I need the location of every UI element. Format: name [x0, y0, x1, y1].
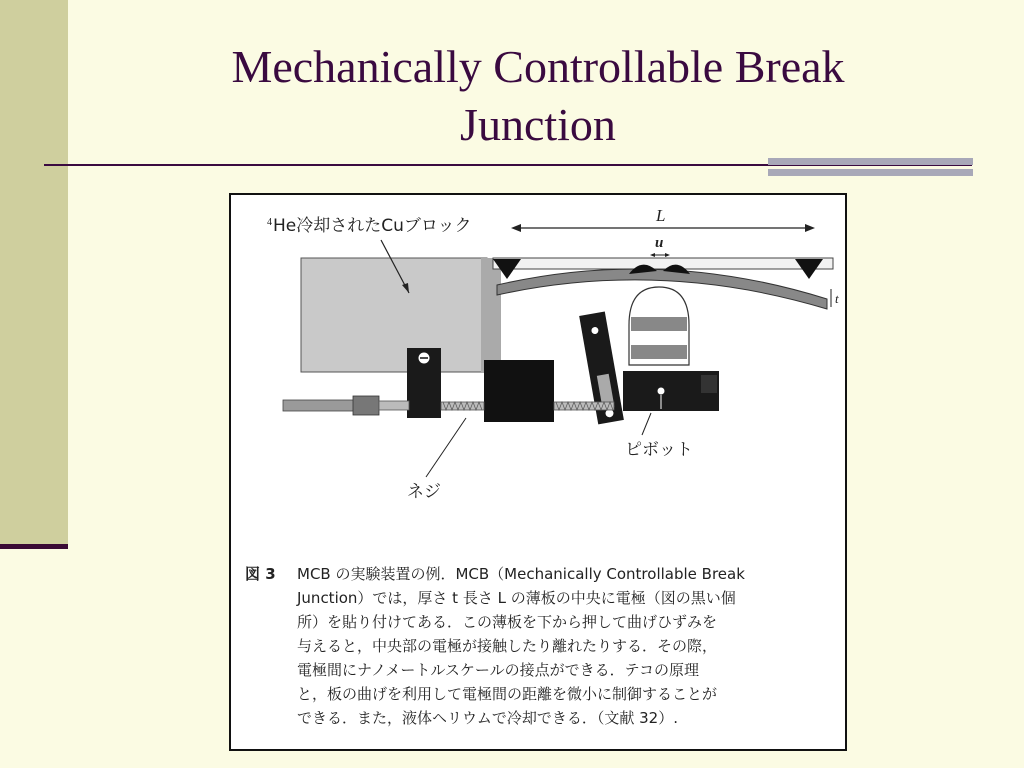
gap-label: u [655, 235, 664, 251]
thickness-label: t [835, 291, 839, 306]
mcbj-figure [229, 193, 847, 751]
length-arrow-right [805, 224, 815, 232]
screw-shaft-right [554, 402, 614, 410]
title-accent-bar-2 [768, 169, 973, 176]
nut-block [484, 360, 554, 422]
slide-title [100, 38, 976, 154]
screw-label: ネジ [407, 482, 441, 502]
slide-title-line2: Junction [460, 99, 616, 150]
length-label: L [656, 206, 666, 225]
pivot-pointer-line [642, 413, 651, 435]
caption-line: Junction）では，厚さ t 長さ L の薄板の中央に電極（図の黒い個 [297, 589, 736, 607]
gap-arrow-left [650, 253, 655, 257]
caption-figure-number: 図 3 [245, 565, 276, 583]
title-accent-bar [768, 158, 973, 165]
cu-block [301, 258, 487, 372]
caption-line: と，板の曲げを利用して電極間の距離を微小に制御することが [297, 685, 718, 703]
pivot-block-tab [701, 375, 717, 393]
left-decor-line [0, 544, 68, 549]
mcbj-diagram [231, 195, 845, 555]
slide-title-line1: Mechanically Controllable Break [231, 41, 845, 92]
pivot-label: ピボット [625, 440, 693, 460]
push-rod-band-2 [631, 345, 687, 359]
block-label: He冷却されたCuブロック [273, 216, 472, 236]
pivot-block-screw [658, 388, 665, 395]
left-decor-band [0, 0, 68, 548]
push-rod-band-1 [631, 317, 687, 331]
shaft-coupling [353, 396, 379, 415]
caption-line: できる．また，液体ヘリウムで冷却できる．（文献 32）. [297, 709, 678, 727]
shaft-connector [379, 401, 409, 410]
gap-arrow-right [665, 253, 670, 257]
caption-line: 所）を貼り付けてある．この薄板を下から押して曲げひずみを [297, 613, 718, 631]
length-arrow-left [511, 224, 521, 232]
block-label-superscript: 4 [267, 217, 272, 228]
caption-line: 与えると，中央部の電極が接触したり離れたりする．その際， [297, 637, 718, 655]
support-rail [493, 258, 833, 269]
caption-line: MCB の実験装置の例．MCB（Mechanically Controllable Break [297, 565, 745, 583]
cu-block-edge [481, 258, 501, 372]
screw-pointer-line [426, 418, 466, 477]
caption-line: 電極間にナノメートルスケールの接点ができる．テコの原理 [297, 661, 700, 679]
